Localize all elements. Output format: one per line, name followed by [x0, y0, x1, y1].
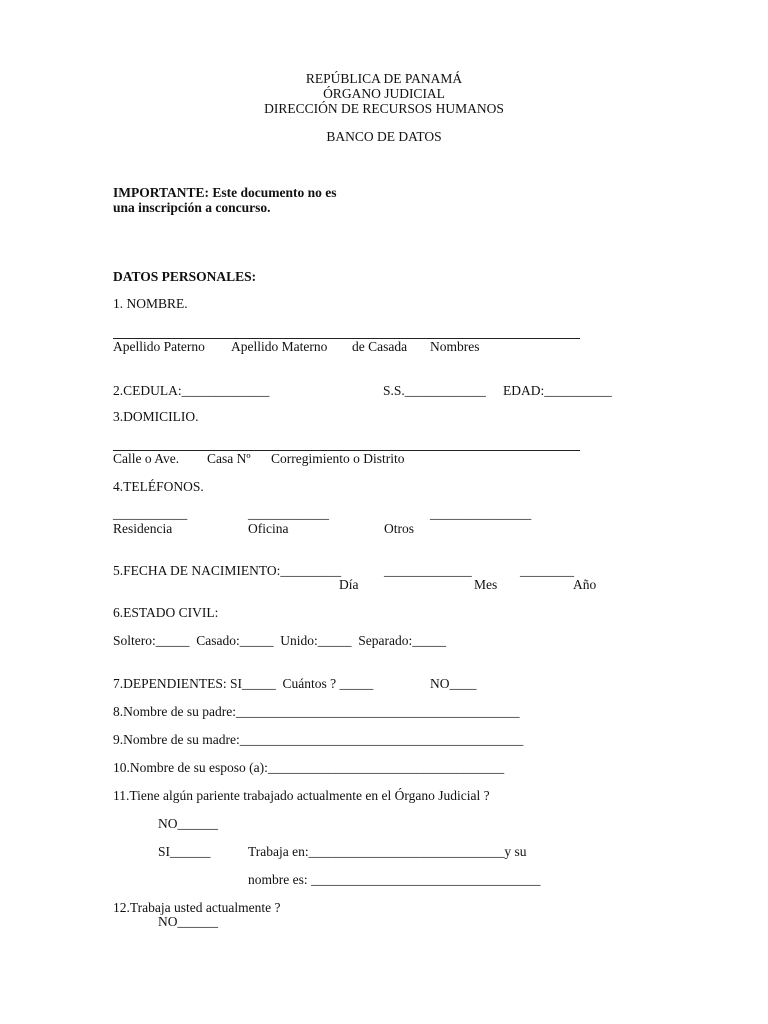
q11-label: 11.Tiene algún pariente trabajado actualmente en el Órgano Judicial ?	[113, 788, 490, 803]
q9-madre: 9.Nombre de su madre:__________________________________________	[113, 732, 524, 747]
q11-si: SI______	[158, 844, 211, 859]
header-direction: DIRECCIÓN DE RECURSOS HUMANOS	[264, 101, 504, 116]
notice-line-1: IMPORTANTE: Este documento no es	[113, 185, 337, 200]
q3-sub-casa: Casa Nº	[207, 451, 251, 466]
notice-line-2: una inscripción a concurso.	[113, 200, 271, 215]
section-title: DATOS PERSONALES:	[113, 269, 257, 284]
q4-sub-oficina: Oficina	[248, 521, 289, 536]
q3-sub-corregimiento: Corregimiento o Distrito	[271, 451, 405, 466]
q2-ss: S.S.____________	[383, 383, 486, 398]
q5-sub-mes: Mes	[474, 577, 498, 592]
header-title: BANCO DE DATOS	[326, 129, 442, 144]
q12-no: NO______	[158, 914, 218, 929]
q5-blank-mes: _____________	[384, 563, 472, 578]
q7-no: NO____	[430, 676, 477, 691]
q3-label: 3.DOMICILIO.	[113, 409, 199, 424]
q6-options: Soltero:_____ Casado:_____ Unido:_____ Separado:_____	[113, 633, 446, 648]
q2-edad: EDAD:__________	[503, 383, 612, 398]
q4-blank-oficina: ____________	[248, 506, 329, 521]
q4-blank-otros: _______________	[430, 506, 532, 521]
header-republic: REPÚBLICA DE PANAMÁ	[305, 71, 463, 86]
q3-sub-calle: Calle o Ave.	[113, 451, 180, 466]
q10-esposo: 10.Nombre de su esposo (a):___________________________________	[113, 760, 505, 775]
q12-label: 12.Trabaja usted actualmente ?	[113, 900, 281, 915]
q4-sub-residencia: Residencia	[113, 521, 173, 536]
q5-sub-ano: Año	[573, 577, 597, 592]
q1-sub-paterno: Apellido Paterno	[113, 339, 205, 354]
q4-label: 4.TELÉFONOS.	[113, 479, 204, 494]
q6-label: 6.ESTADO CIVIL:	[113, 605, 219, 620]
q4-sub-otros: Otros	[384, 521, 414, 536]
q11-nombre-es: nombre es: __________________________________	[248, 872, 541, 887]
q2-cedula: 2.CEDULA:_____________	[113, 383, 270, 398]
q1-label: 1. NOMBRE.	[113, 296, 188, 311]
q1-sub-nombres: Nombres	[430, 339, 480, 354]
q11-trabaja-en: Trabaja en:_____________________________y su	[248, 844, 527, 859]
q5-sub-dia: Día	[339, 577, 359, 592]
q4-blank-residencia: ___________	[113, 506, 188, 521]
q1-sub-materno: Apellido Materno	[231, 339, 328, 354]
header-organ: ÓRGANO JUDICIAL	[323, 86, 445, 101]
q8-padre: 8.Nombre de su padre:__________________________________________	[113, 704, 520, 719]
q11-no: NO______	[158, 816, 218, 831]
q5-blank-ano: ________	[520, 563, 574, 578]
q1-sub-casada: de Casada	[352, 339, 408, 354]
q7-dependientes: 7.DEPENDIENTES: SI_____ Cuántos ? _____	[113, 676, 374, 691]
q5-label: 5.FECHA DE NACIMIENTO:_________	[113, 563, 342, 578]
